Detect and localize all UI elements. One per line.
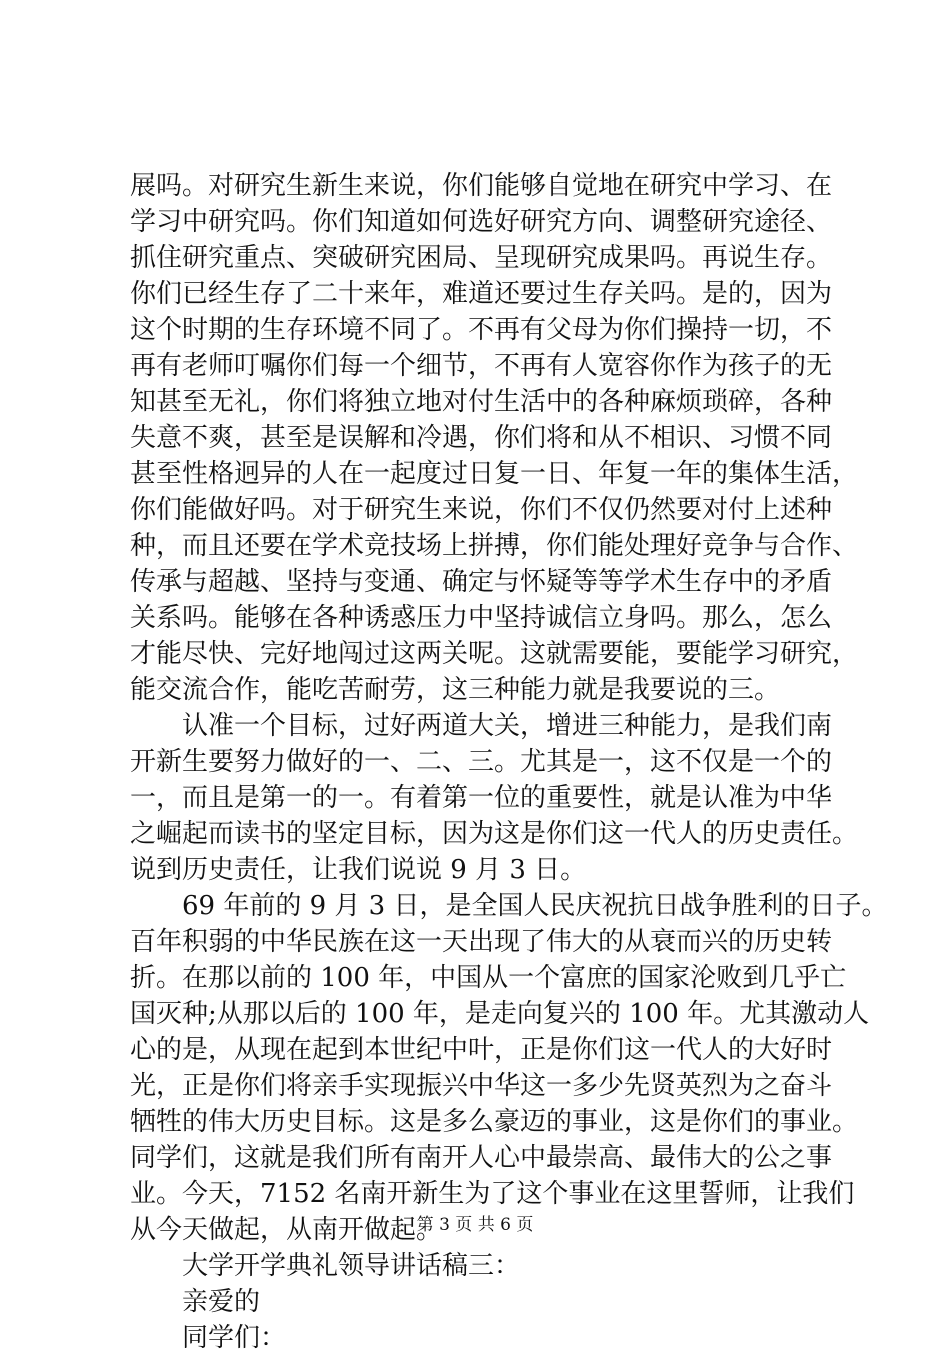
text-line: 再有老师叮嘱你们每一个细节，不再有人宽容你作为孩子的无: [130, 351, 833, 381]
text-line: 同学们：: [182, 1323, 287, 1353]
text-line: 一，而且是第一的一。有着第一位的重要性，就是认准为中华: [130, 783, 833, 813]
paragraph: [130, 708, 859, 888]
paragraph: [130, 168, 859, 708]
text-line: 同学们，这就是我们所有南开人心中最崇高、最伟大的公之事: [130, 1143, 833, 1173]
text-line: 大学开学典礼领导讲话稿三：: [182, 1251, 521, 1281]
text-line: 折。在那以前的 100 年，中国从一个富庶的国家沦败到几乎亡: [130, 963, 847, 993]
text-line: 光，正是你们将亲手实现振兴中华这一多少先贤英烈为之奋斗: [130, 1071, 833, 1101]
text-line: 甚至性格迥异的人在一起度过日复一日、年复一年的集体生活，: [130, 459, 859, 489]
text-line: 说到历史责任，让我们说说 9 月 3 日。: [130, 855, 587, 885]
text-line: 你们能做好吗。对于研究生来说，你们不仅仍然要对付上述种: [130, 495, 833, 525]
text-line: 牺牲的伟大历史目标。这是多么豪迈的事业，这是你们的事业。: [130, 1107, 859, 1137]
text-line: 之崛起而读书的坚定目标，因为这是你们这一代人的历史责任。: [130, 819, 859, 849]
paragraph: [130, 1284, 830, 1320]
text-line: 抓住研究重点、突破研究困局、呈现研究成果吗。再说生存。: [130, 243, 833, 273]
text-line: 业。今天，7152 名南开新生为了这个事业在这里誓师，让我们: [130, 1179, 855, 1209]
page-footer: 第 3 页 共 6 页: [416, 1215, 534, 1235]
text-line: 国灭种;从那以后的 100 年，是走向复兴的 100 年。尤其激动人: [130, 999, 870, 1029]
text-line: 知甚至无礼，你们将独立地对付生活中的各种麻烦琐碎，各种: [130, 387, 833, 417]
paragraph: [130, 888, 888, 1248]
paragraph: [130, 1248, 830, 1284]
text-line: 能交流合作，能吃苦耐劳，这三种能力就是我要说的三。: [130, 675, 781, 705]
text-line: 你们已经生存了二十来年，难道还要过生存关吗。是的，因为: [130, 279, 833, 309]
text-line: 失意不爽，甚至是误解和冷遇，你们将和从不相识、习惯不同: [130, 423, 833, 453]
text-line: 展吗。对研究生新生来说，你们能够自觉地在研究中学习、在: [130, 171, 833, 201]
text-line: 学习中研究吗。你们知道如何选好研究方向、调整研究途径、: [130, 207, 833, 237]
text-line: 百年积弱的中华民族在这一天出现了伟大的从衰而兴的历史转: [130, 927, 833, 957]
text-line: 关系吗。能够在各种诱惑压力中坚持诚信立身吗。那么，怎么: [130, 603, 833, 633]
text-line: 69 年前的 9 月 3 日，是全国人民庆祝抗日战争胜利的日子。: [182, 891, 888, 921]
text-line: 传承与超越、坚持与变通、确定与怀疑等等学术生存中的矛盾: [130, 567, 833, 597]
text-line: 认准一个目标，过好两道大关，增进三种能力，是我们南: [182, 711, 833, 741]
text-line: 心的是，从现在起到本世纪中叶，正是你们这一代人的大好时: [130, 1035, 833, 1065]
text-line: 开新生要努力做好的一、二、三。尤其是一，这不仅是一个的: [130, 747, 833, 777]
text-line: 亲爱的: [182, 1287, 261, 1317]
document-body: [130, 168, 888, 1356]
paragraph: [130, 1320, 830, 1356]
text-line: 从今天做起，从南开做起。: [130, 1215, 443, 1245]
text-line: 种，而且还要在学术竞技场上拼搏，你们能处理好竞争与合作、: [130, 531, 859, 561]
text-line: 才能尽快、完好地闯过这两关呢。这就需要能，要能学习研究，: [130, 639, 859, 669]
text-line: 这个时期的生存环境不同了。不再有父母为你们操持一切，不: [130, 315, 833, 345]
